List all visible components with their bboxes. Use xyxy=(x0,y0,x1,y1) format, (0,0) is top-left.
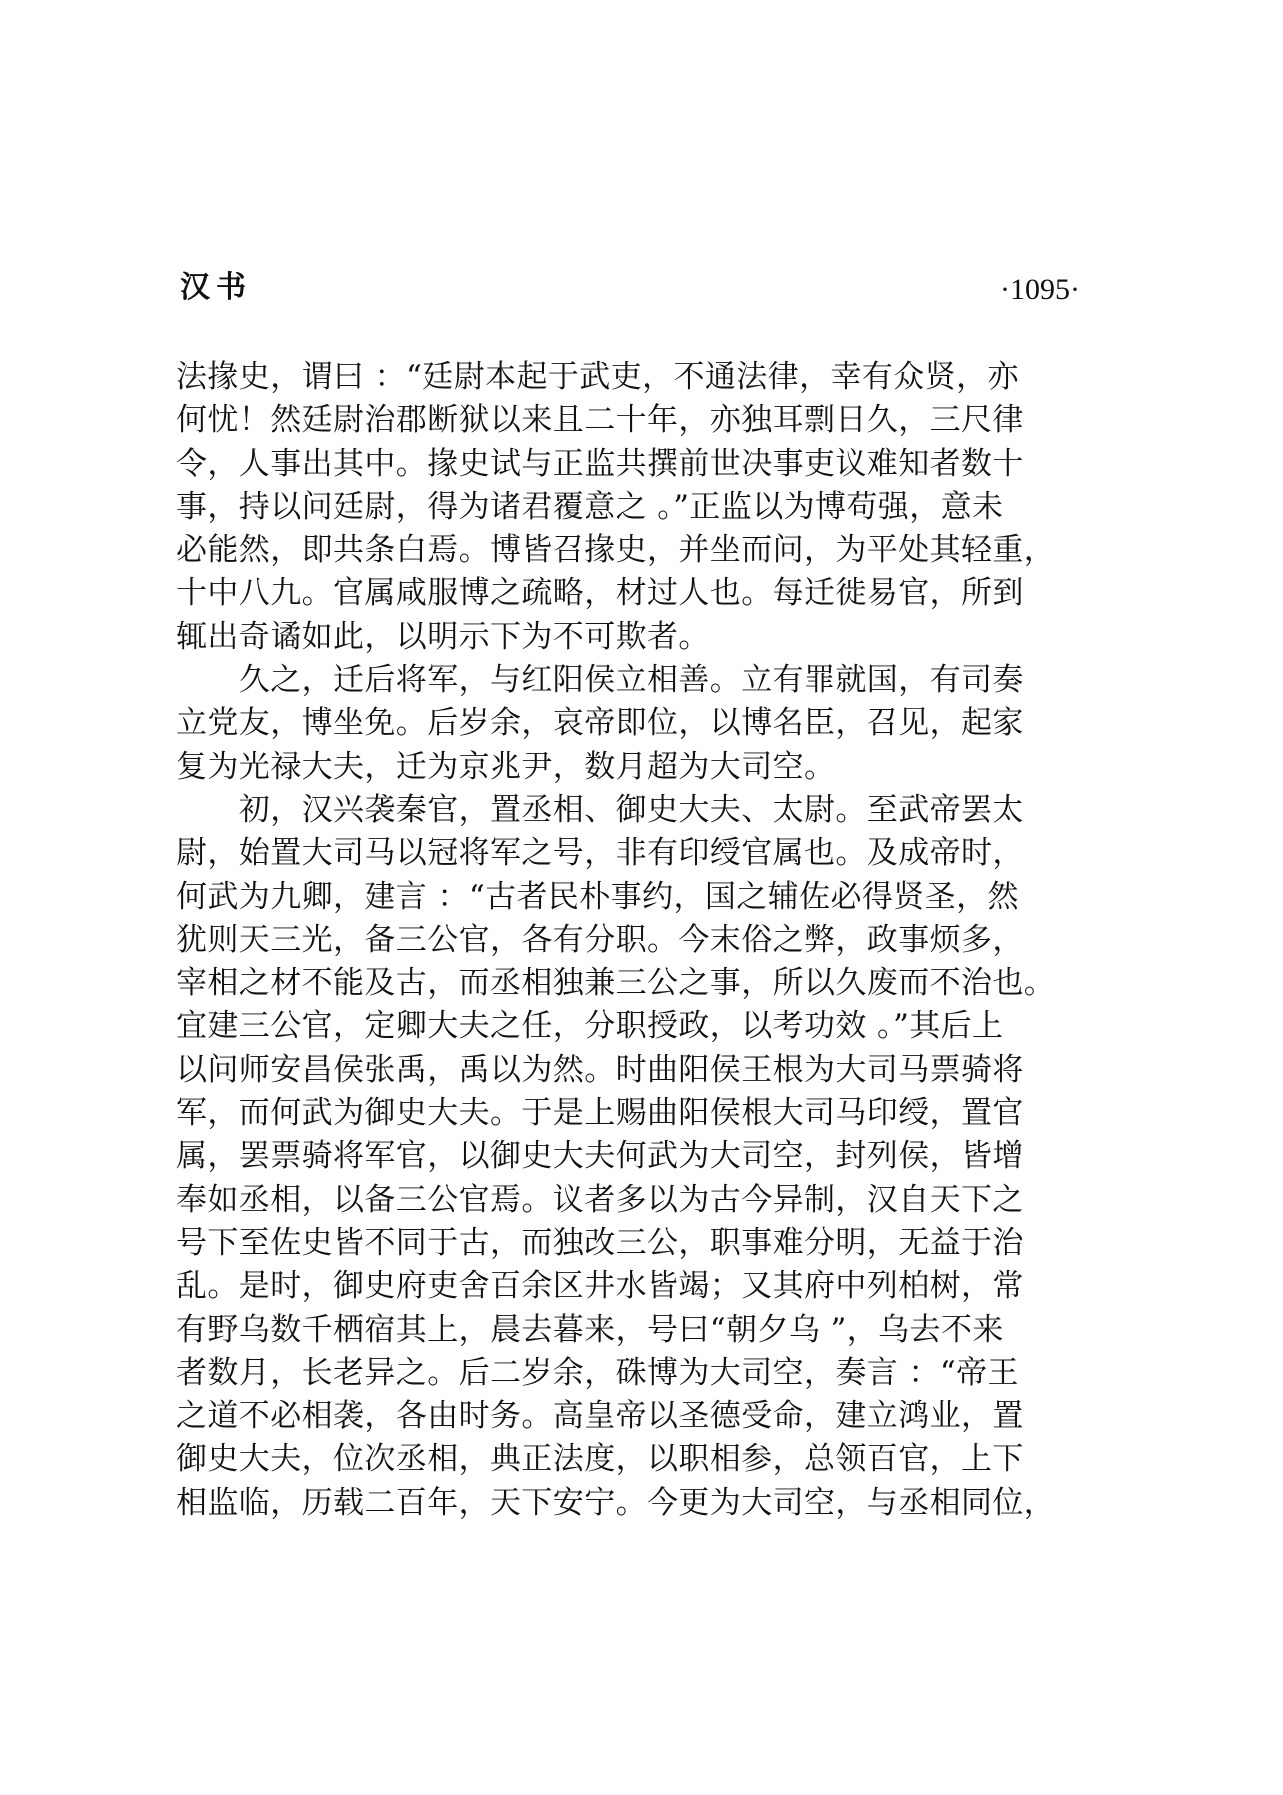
text-line: 十中八九。官属咸服博之疏略，材过人也。每迁徙易官，所到 xyxy=(176,575,1024,612)
text-line: 之道不必相袭，各由时务。高皇帝以圣德受命，建立鸿业，置 xyxy=(176,1398,1024,1435)
text-line: 令，人事出其中。掾史试与正监共撰前世决事吏议难知者数十 xyxy=(176,445,1024,482)
text-line: 辄出奇谲如此，以明示下为不可欺者。 xyxy=(176,618,710,655)
text-line: 宰相之材不能及古，而丞相独兼三公之事，所以久废而不治也。 xyxy=(176,965,1056,1002)
text-line: 立党友，博坐免。后岁余，哀帝即位，以博名臣，召见，起家 xyxy=(176,705,1024,742)
body-text xyxy=(176,356,1076,1525)
text-line: 久之，迁后将军，与红阳侯立相善。立有罪就国，有司奏 xyxy=(176,662,1024,699)
text-line: 军，而何武为御史大夫。于是上赐曲阳侯根大司马印绶，置官 xyxy=(176,1095,1024,1132)
text-line: 者数月，长老异之。后二岁余，硃博为大司空，奏言 ：“帝王 xyxy=(176,1354,1019,1391)
text-line: 必能然，即共条白焉。博皆召掾史，并坐而问，为平处其轻重， xyxy=(176,532,1056,569)
text-line: 尉，始置大司马以冠将军之号，非有印绶官属也。及成帝时， xyxy=(176,835,1024,872)
text-line: 初，汉兴袭秦官，置丞相、御史大夫、太尉。至武帝罢太 xyxy=(176,791,1024,828)
text-line: 相监临，历载二百年，天下安宁。今更为大司空，与丞相同位， xyxy=(176,1484,1056,1521)
text-line: 宜建三公官，定卿大夫之任，分职授政，以考功效 。”其后上 xyxy=(176,1008,1004,1045)
text-line: 以问师安昌侯张禹，禹以为然。时曲阳侯王根为大司马票骑将 xyxy=(176,1051,1024,1088)
text-line: 事，持以问廷尉，得为诸君覆意之 。”正监以为博苟强，意未 xyxy=(176,488,1004,525)
text-line: 何武为九卿，建言 ：“古者民朴事约，国之辅佐必得贤圣，然 xyxy=(176,878,1019,915)
text-line: 何忧！然廷尉治郡断狱以来且二十年，亦独耳剽日久，三尺律 xyxy=(176,402,1024,439)
text-line: 乱。是时，御史府吏舍百余区井水皆竭；又其府中列柏树，常 xyxy=(176,1268,1024,1305)
page-number: ·1095· xyxy=(1000,273,1080,306)
text-line: 号下至佐史皆不同于古，而独改三公，职事难分明，无益于治 xyxy=(176,1224,1024,1261)
text-line: 犹则天三光，备三公官，各有分职。今末俗之弊，政事烦多， xyxy=(176,921,1024,958)
text-line: 属，罢票骑将军官，以御史大夫何武为大司空，封列侯，皆增 xyxy=(176,1138,1024,1175)
text-line: 奉如丞相，以备三公官焉。议者多以为古今异制，汉自天下之 xyxy=(176,1181,1024,1218)
text-line: 复为光禄大夫，迁为京兆尹，数月超为大司空。 xyxy=(176,748,836,785)
text-line: 法掾史，谓曰 ：“廷尉本起于武吏，不通法律，幸有众贤，亦 xyxy=(176,359,1019,395)
text-line: 有野乌数千栖宿其上，晨去暮来，号曰“朝夕乌 ”，乌去不来 xyxy=(176,1311,1004,1348)
text-line: 御史大夫，位次丞相，典正法度，以职相参，总领百官，上下 xyxy=(176,1441,1024,1478)
running-head-title: 汉书 xyxy=(180,270,252,305)
